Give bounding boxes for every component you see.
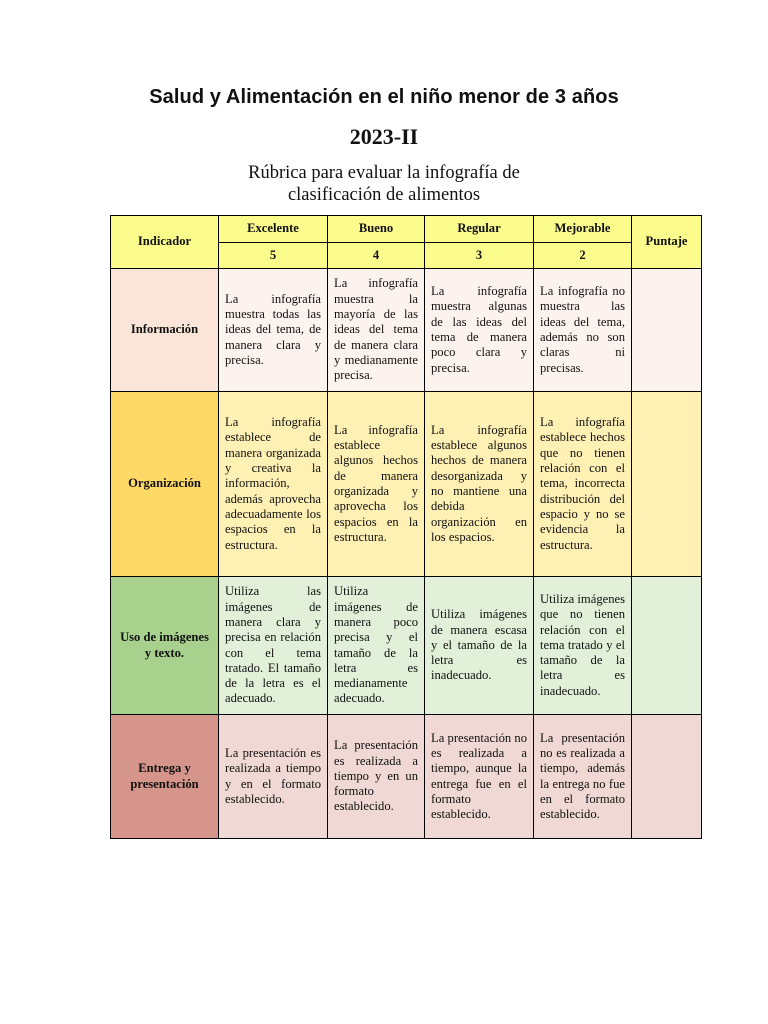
- header-level-excelente: Excelente: [219, 216, 328, 243]
- criterion-cell: La infografía muestra la mayoría de las ideas del tema de manera clara y medianamente precisa.: [328, 269, 425, 392]
- criterion-cell: Utiliza las imágenes de manera clara y precisa en relación con el tema tratado. El tamaño de la letra es el adecuado.: [219, 577, 328, 715]
- document-subtitle: Rúbrica para evaluar la infografía de clasificación de alimentos: [248, 163, 520, 205]
- indicator-informacion: Información: [111, 269, 219, 392]
- header-score-regular: 3: [425, 243, 534, 269]
- rubric-table: [110, 215, 702, 839]
- criterion-cell: La infografía establece algunos hechos de manera desorganizada y no mantiene una debida organización en los espacios.: [425, 392, 534, 577]
- table-row-uso-imagenes: [111, 577, 702, 715]
- header-score-bueno: 4: [328, 243, 425, 269]
- table-row-entrega: [111, 715, 702, 839]
- header-level-regular: Regular: [425, 216, 534, 243]
- indicator-uso-imagenes: Uso de imágenes y texto.: [111, 577, 219, 715]
- table-row-informacion: [111, 269, 702, 392]
- header-row-levels: [111, 216, 702, 243]
- header-level-bueno: Bueno: [328, 216, 425, 243]
- criterion-cell: Utiliza imágenes de manera escasa y el tamaño de la letra es inadecuado.: [425, 577, 534, 715]
- header-score-mejorable: 2: [534, 243, 632, 269]
- criterion-cell: La presentación no es realizada a tiempo, además la entrega no fue en el formato establecido.: [534, 715, 632, 839]
- indicator-entrega: Entrega y presentación: [111, 715, 219, 839]
- criterion-cell: La infografía muestra todas las ideas del tema, de manera clara y precisa.: [219, 269, 328, 392]
- indicator-organizacion: Organización: [111, 392, 219, 577]
- criterion-cell: La infografía muestra algunas de las ideas del tema de manera poco clara y precisa.: [425, 269, 534, 392]
- header-indicador: Indicador: [111, 216, 219, 269]
- criterion-cell: Utiliza imágenes que no tienen relación con el tema tratado y el tamaño de la letra es inadecuado.: [534, 577, 632, 715]
- criterion-cell: La presentación es realizada a tiempo y en un formato establecido.: [328, 715, 425, 839]
- criterion-cell: La infografía establece de manera organizada y creativa la información, además aprovecha adecuadamente los espacios en la estructura.: [219, 392, 328, 577]
- header-score-excelente: 5: [219, 243, 328, 269]
- criterion-cell: La infografía establece algunos hechos de manera organizada y aprovecha los espacios en la estructura.: [328, 392, 425, 577]
- score-cell: [632, 715, 702, 839]
- table-row-organizacion: [111, 392, 702, 577]
- score-cell: [632, 269, 702, 392]
- score-cell: [632, 392, 702, 577]
- criterion-cell: La infografía no muestra las ideas del tema, además no son claras ni precisas.: [534, 269, 632, 392]
- criterion-cell: La presentación no es realizada a tiempo, aunque la entrega fue en el formato establecido.: [425, 715, 534, 839]
- document-title: Salud y Alimentación en el niño menor de 3 años: [149, 86, 619, 108]
- criterion-cell: La infografía establece hechos que no tienen relación con el tema, incorrecta distribución del espacio y no se evidencia la estructura.: [534, 392, 632, 577]
- criterion-cell: Utiliza imágenes de manera poco precisa y el tamaño de la letra es medianamente adecuado.: [328, 577, 425, 715]
- header-puntaje: Puntaje: [632, 216, 702, 269]
- criterion-cell: La presentación es realizada a tiempo y en el formato establecido.: [219, 715, 328, 839]
- header-level-mejorable: Mejorable: [534, 216, 632, 243]
- score-cell: [632, 577, 702, 715]
- document-year: 2023-II: [349, 124, 419, 149]
